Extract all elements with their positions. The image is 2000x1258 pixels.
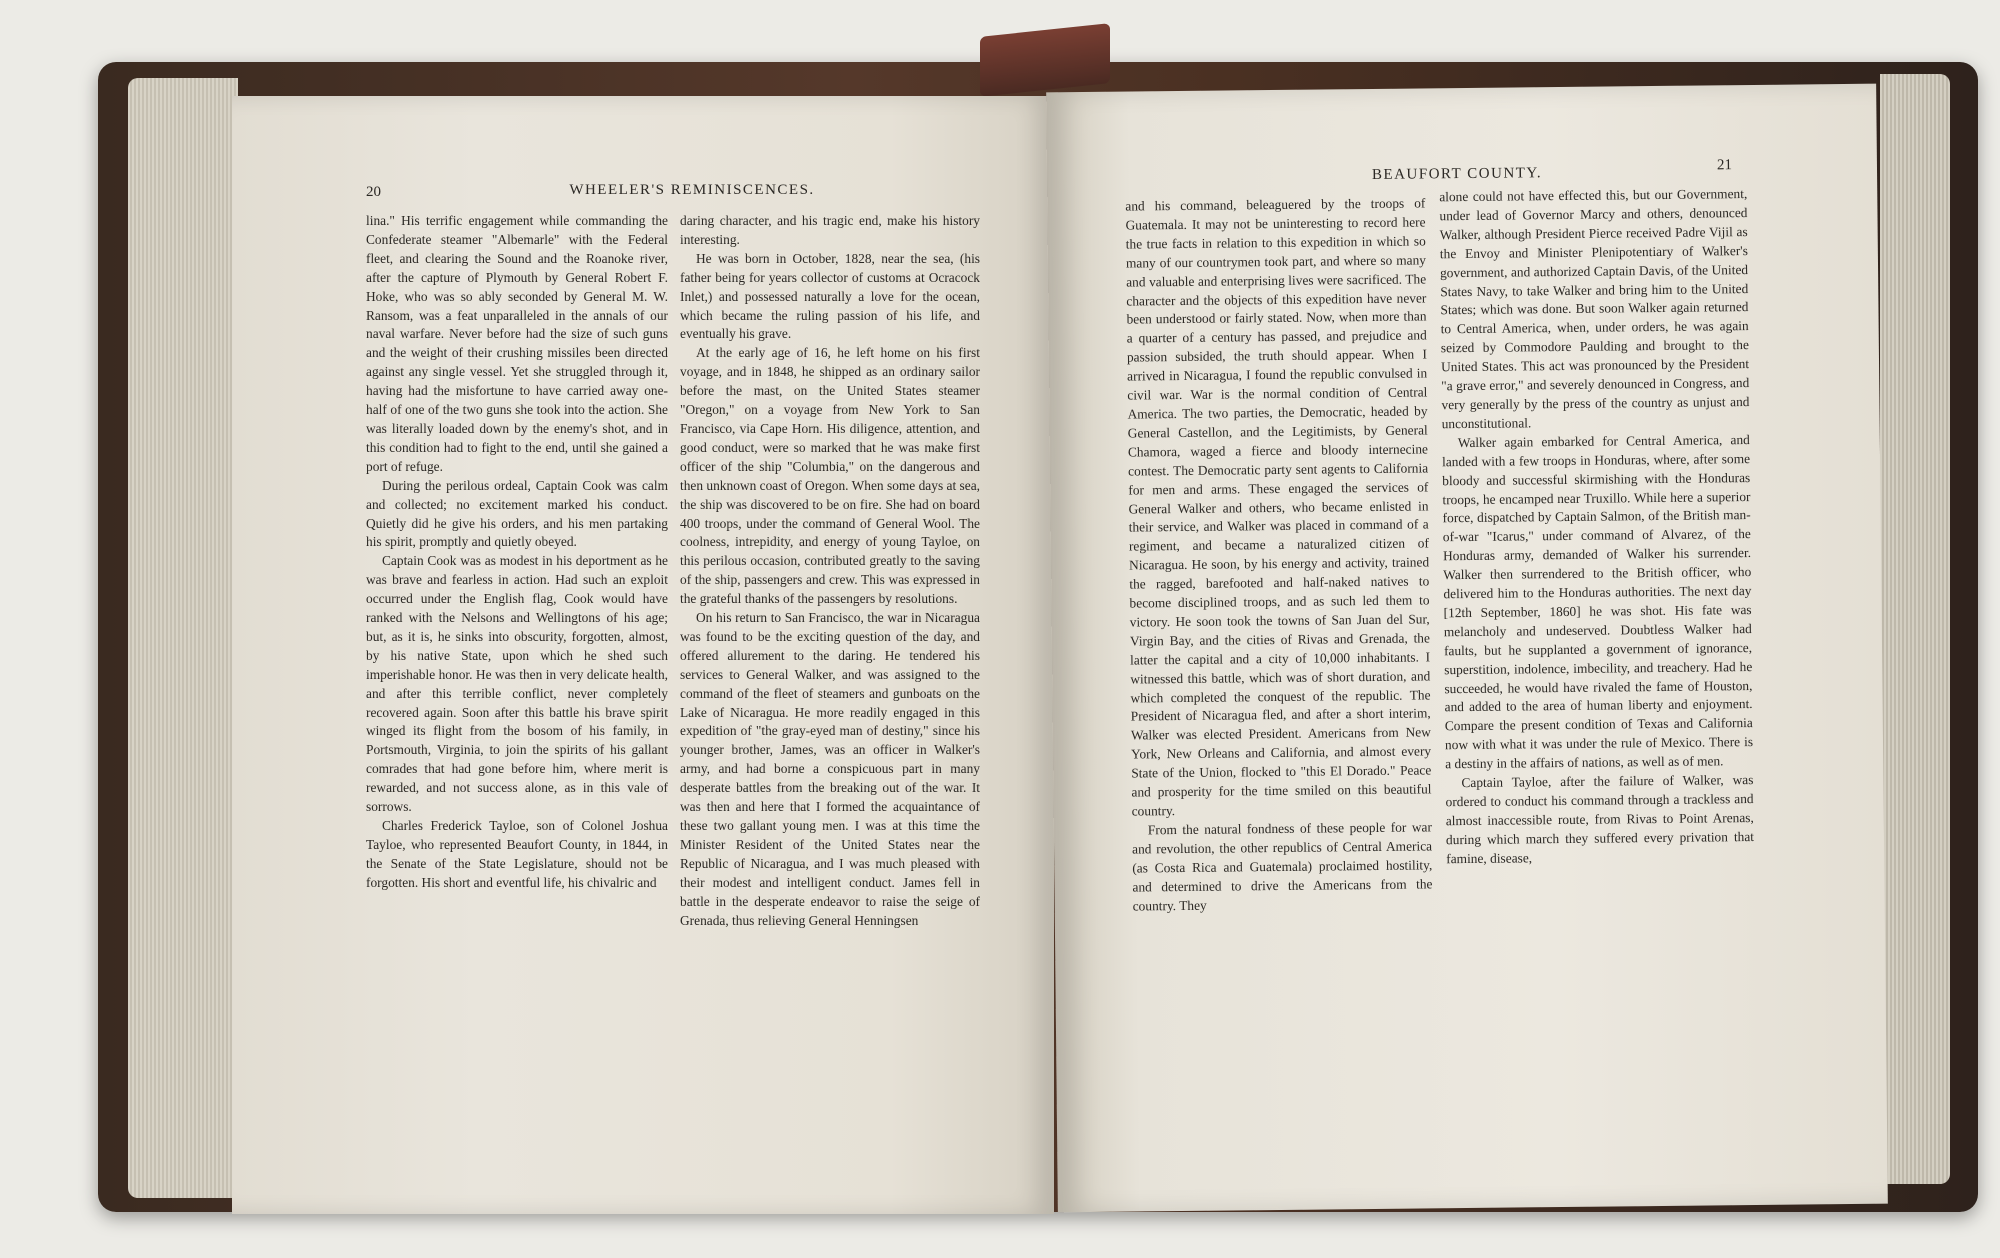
left-page <box>232 96 1054 1214</box>
paragraph: On his return to San Francisco, the war in Nicaragua was found to be the exciting question of the day, and offered allurement to the daring. He tendered his services to General Walker, and was assigned to the command of the fleet of steamers and gunboats on the Lake of Nicaragua. He more readily engaged in this expedition of "the gray-eyed man of destiny," since his younger brother, James, was an officer in Walker's army, and had borne a conspicuous part in many desperate battles from the breaking out of the war. It was then and here that I formed the acquaintance of these two gallant young men. I was at this time the Minister Resident of the United States near the Republic of Nicaragua, and I was much pleased with their modest and intelligent conduct. James fell in battle in the desperate endeavor to raise the seige of Grenada, thus relieving General Henningsen <box>680 610 980 928</box>
paragraph: and his command, beleaguered by the troops of Guatemala. It may not be uninteresting to record here the true facts in relation to this expedition in which so many of our countrymen took part, and where so many and valuable and enterprising lives were sacrificed. The character and the objects of this expedition have never been understood or fairly stated. Now, when more than a quarter of a century has passed, and prejudice and passion subsided, the truth should appear. When I arrived in Nicaragua, I found the republic convulsed in civil war. War is the normal condition of Central America. The two parties, the Democratic, headed by General Castellon, and the Legitimists, by General Chamora, waged a fierce and bloody internecine contest. The Democratic party sent agents to California for men and arms. These engaged the services of General Walker and others, who became enlisted in their service, and Walker was placed in command of a regiment, and became a naturalized citizen of Nicaragua. He soon, by his energy and activity, trained the ragged, barefooted and half-naked natives to become disciplined troops, and as such led them to victory. He soon took the towns of San Juan del Sur, Virgin Bay, and the cities of Rivas and Grenada, the latter the capital and a city of 10,000 inhabitants. I witnessed this battle, which was of short duration, and which completed the conquest of the republic. The President of Nicaragua fled, and after a short interim, Walker was elected President. Americans from New York, New Orleans and California, and almost every State of the Union, flocked to "this El Dorado." Peace and prosperity for the time smiled on this beautiful country. <box>1125 195 1432 819</box>
paragraph: Charles Frederick Tayloe, son of Colonel Joshua Tayloe, who represented Beaufort County, in 1844, in the Senate of the State Legislature, should not be forgotten. His short and eventful life, his chivalric and <box>366 818 668 890</box>
page-number: 21 <box>1716 157 1733 174</box>
paragraph: At the early age of 16, he left home on his first voyage, and in 1848, he shipped as an ordinary sailor before the mast, on the United States steamer "Oregon," on a voyage from New York to San Francisco, via Cape Horn. His diligence, attention, and good conduct, were so marked that he was make first officer of the ship "Columbia," on the dangerous and then unknown coast of Oregon. When some days at sea, the ship was discovered to be on fire. She had on board 400 troops, under the command of General Wool. The coolness, intrepidity, and energy of young Tayloe, on this perilous occasion, contributed greatly to the saving of the ship, passengers and crew. This was expressed in the grateful thanks of the passengers by resolutions. <box>680 345 980 607</box>
paragraph: Captain Tayloe, after the failure of Walker, was ordered to conduct his command through a trackless and almost inaccessible route, from Rivas to Point Arenas, during which march they suffered every privation that famine, disease, <box>1445 772 1755 866</box>
text-column-left <box>1125 194 1433 916</box>
paragraph: He was born in October, 1828, near the sea, (his father being for years collector of customs at Ocracock Inlet,) and possessed naturally a love for the ocean, which became the ruling passion of his life, and eventually his grave. <box>680 250 980 342</box>
paragraph: daring character, and his tragic end, make his history interesting. <box>680 213 980 247</box>
paragraph: alone could not have effected this, but our Government, under lead of Governor Marcy and others, denounced Walker, although President Pierce received Padre Vijil as the Envoy and Minister Plenipotentiary of Walker's government, and authorized Captain Davis, of the United States Navy, to take Walker and bring him to the United States; which was done. But soon Walker again returned to Central America, when, under orders, he was again seized by Commodore Paulding and brought to the United States. This act was pronounced by the President "a grave error," and severely denounced in Congress, and very generally by the press of the country as unjust and unconstitutional. <box>1439 186 1750 432</box>
running-head: WHEELER'S REMINISCENCES. <box>569 182 815 198</box>
page-edges-right <box>1880 74 1950 1184</box>
paragraph: During the perilous ordeal, Captain Cook was calm and collected; no excitement marked his conduct. Quietly did he give his orders, and his men partaking his spirit, promptly and quietly obeyed. <box>366 477 668 550</box>
right-page <box>1046 84 1888 1213</box>
running-head: BEAUFORT COUNTY. <box>1371 165 1543 183</box>
paragraph: Captain Cook was as modest in his deportment as he was brave and fearless in action. Had such an exploit occurred under the English flag, Cook would have ranked with the Nelsons and Wellingtons of his age; but, as it is, he sinks into obscurity, forgotten, almost, by his native State, upon which he shed such imperishable honor. He was then in very delicate health, and after this terrible conflict, never completely recovered again. Soon after this battle his brave spirit winged its flight from the bosom of his family, in Portsmouth, Virginia, to join the spirits of his gallant comrades that had gone before him, where merit is rewarded, and not success alone, as in this vale of sorrows. <box>366 553 668 815</box>
paragraph: lina." His terrific engagement while commanding the Confederate steamer "Albemarle" with the Federal fleet, and clearing the Sound and the Roanoke river, after the capture of Plymouth by General Robert F. Hoke, who was so ably seconded by General M. W. Ransom, was a feat unparalleled in the annals of our naval warfare. Never before had the size of such guns and the weight of their crushing missiles been directed against any single vessel. Yet she struggled through it, having had the misfortune to have carried away one-half of one of the two guns she took into the action. She was literally loaded down by the enemy's shot, and in this condition had to fight to the end, until she gained a port of refuge. <box>366 213 668 474</box>
page-number: 20 <box>366 184 381 200</box>
paragraph: From the natural fondness of these people for war and revolution, the other republics of Central America (as Costa Rica and Guatemala) proclaimed hostility, and determined to drive the Americans from the country. They <box>1132 819 1433 914</box>
text-column-right <box>680 212 980 930</box>
text-column-left <box>366 212 668 893</box>
text-column-right <box>1439 185 1754 869</box>
page-edges-left <box>128 78 238 1198</box>
paragraph: Walker again embarked for Central America, and landed with a few troops in Honduras, where, after some bloody and successful skirmishing with the Honduras troops, he encamped near Truxillo. While here a superior force, dispatched by Captain Salmon, of the British man-of-war "Icarus," under command of Alvarez, of the Honduras army, demanded of Walker his surrender. Walker then surrendered to the British officer, who delivered him to the Honduras authorities. The next day [12th September, 1860] he was shot. His fate was melancholy and undeserved. Doubtless Walker had faults, but he supplanted a government of ignorance, superstition, indolence, imbecility, and treachery. Had he succeeded, he would have rivaled the fame of Houston, and added to the area of human liberty and enjoyment. Compare the present condition of Texas and California now with what it was under the rule of Mexico. There is a destiny in the affairs of nations, as well as of men. <box>1441 431 1754 772</box>
